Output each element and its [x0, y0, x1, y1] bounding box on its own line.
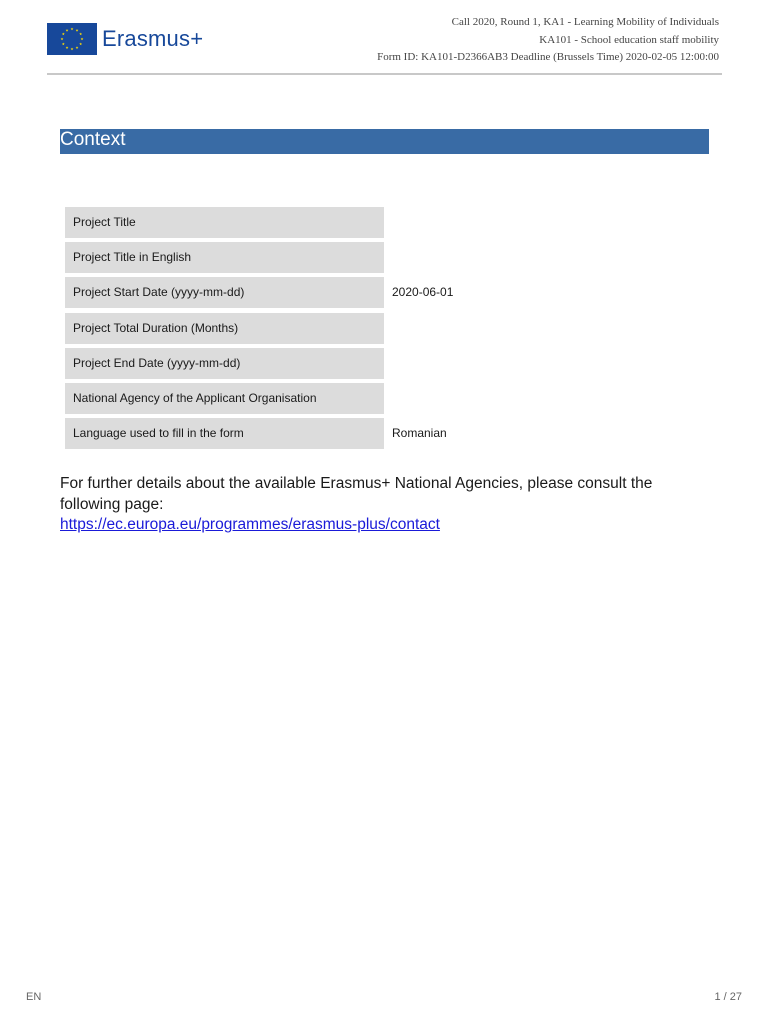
form-id-line: Form ID: KA101-D2366AB3 Deadline (Brussels Time) 2020-02-05 12:00:00 — [377, 51, 719, 63]
section-title-bar — [60, 129, 709, 154]
logo-wordmark: Erasmus+ — [102, 26, 204, 51]
field-label: Project Total Duration (Months) — [65, 313, 384, 344]
form-row-project-title — [65, 207, 665, 238]
field-label: Project Title in English — [65, 242, 384, 273]
form-row-start-date — [65, 277, 665, 308]
field-label: Project Start Date (yyyy-mm-dd) — [65, 277, 384, 308]
eu-flag-icon — [47, 23, 97, 55]
field-label: Project Title — [65, 207, 384, 238]
document-header-info — [377, 14, 719, 67]
context-form-table — [65, 207, 665, 453]
info-text: For further details about the available Erasmus+ National Agencies, please consult the following page: — [60, 475, 653, 513]
national-agencies-info — [60, 474, 680, 536]
form-row-end-date — [65, 348, 665, 379]
footer-page-number: 1 / 27 — [714, 991, 742, 1003]
field-value: Romanian — [392, 426, 447, 441]
form-row-project-title-english — [65, 242, 665, 273]
field-label: Language used to fill in the form — [65, 418, 384, 449]
field-value: 2020-06-01 — [392, 285, 454, 300]
form-row-national-agency — [65, 383, 665, 414]
erasmus-plus-logo — [47, 22, 217, 56]
call-line: Call 2020, Round 1, KA1 - Learning Mobility of Individuals — [451, 16, 719, 28]
form-row-total-duration — [65, 313, 665, 344]
field-label: Project End Date (yyyy-mm-dd) — [65, 348, 384, 379]
section-title: Context — [60, 129, 126, 150]
action-line: KA101 - School education staff mobility — [539, 33, 719, 46]
footer-language: EN — [26, 991, 42, 1003]
form-row-language — [65, 418, 665, 449]
header-divider — [47, 73, 722, 75]
contact-link[interactable]: https://ec.europa.eu/programmes/erasmus-plus/contact — [60, 516, 440, 533]
field-label: National Agency of the Applicant Organisation — [65, 383, 384, 414]
